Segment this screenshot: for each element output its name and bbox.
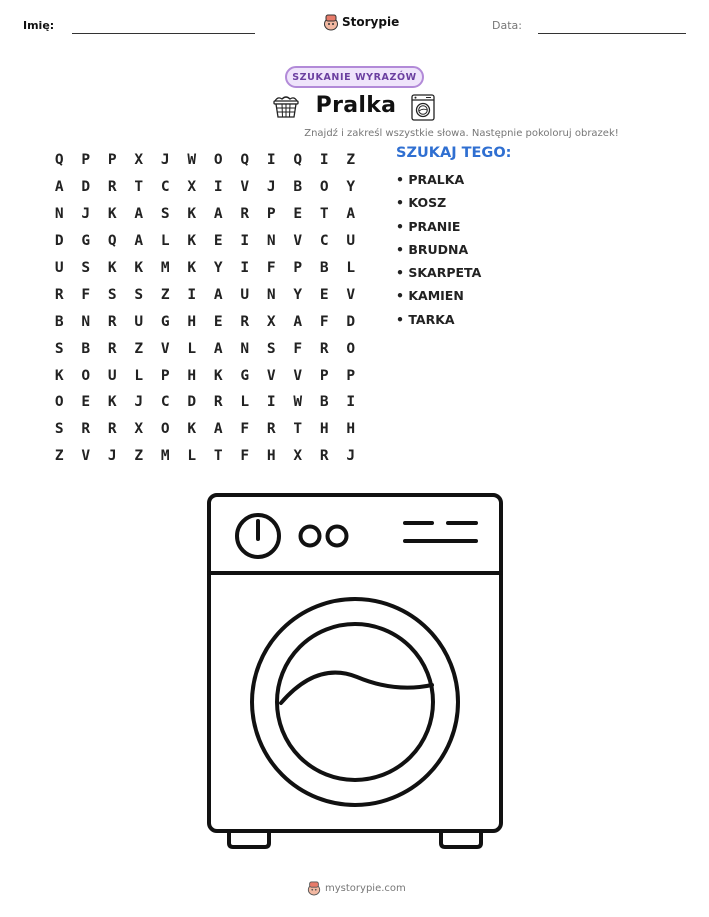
grid-letter: V [293,367,303,384]
grid-letter: P [81,152,91,169]
grid-letter: B [319,260,329,276]
grid-letter: V [160,340,170,357]
grid-row [46,201,364,228]
grid-letter: R [81,421,91,438]
washing-machine-drawing [205,491,505,851]
instructions-text [0,128,709,139]
grid-letter: K [187,233,197,250]
grid-letter: R [107,179,117,196]
grid-letter: J [346,448,356,465]
grid-letter: T [319,206,329,223]
grid-letter: Z [134,340,144,357]
grid-letter: W [293,394,303,411]
grid-letter: X [187,179,197,196]
storypie-mascot-icon [323,13,339,31]
grid-letter: O [346,340,356,357]
grid-row [46,255,364,282]
grid-letter: U [346,233,356,250]
grid-letter: R [107,421,117,438]
grid-letter: X [134,421,144,438]
grid-letter: R [54,286,64,303]
grid-row [46,443,364,470]
grid-letter: B [293,179,303,196]
grid-row [46,147,364,174]
grid-letter: C [160,394,170,411]
grid-letter: T [134,179,144,196]
grid-letter: D [187,394,197,411]
grid-letter: Q [107,233,117,250]
grid-letter: B [319,394,329,411]
grid-letter: S [54,421,64,438]
grid-letter: E [293,206,303,223]
grid-letter: A [54,179,64,196]
grid-letter: S [81,260,91,276]
grid-letter: E [81,394,91,411]
grid-letter: R [107,340,117,357]
grid-letter: U [134,313,144,330]
grid-row [46,416,364,443]
word-list-item: • PRALKA [396,172,465,187]
grid-letter: S [266,340,276,357]
grid-letter: A [134,206,144,223]
grid-letter: A [213,340,223,357]
word-list [396,172,481,335]
grid-letter: H [266,448,276,465]
grid-letter: H [346,421,356,438]
grid-letter: H [319,421,329,438]
grid-letter: U [107,367,117,384]
grid-letter: J [160,152,170,169]
grid-row [46,389,364,416]
grid-letter: A [213,421,223,438]
grid-letter: Y [213,260,223,276]
grid-letter: U [54,260,64,276]
grid-letter: I [240,233,250,250]
grid-letter: R [240,206,250,223]
grid-letter: K [54,367,64,384]
grid-letter: H [187,313,197,330]
grid-letter: Q [293,152,303,169]
grid-letter: A [293,313,303,330]
name-write-line [72,33,255,34]
grid-letter: R [319,448,329,465]
grid-letter: K [187,421,197,438]
grid-letter: L [187,448,197,465]
grid-letter: X [293,448,303,465]
grid-letter: A [213,286,223,303]
grid-letter: O [319,179,329,196]
grid-letter: J [81,206,91,223]
grid-letter: B [54,313,64,330]
word-list-item: • SKARPETA [396,265,482,281]
grid-letter: N [81,313,91,330]
grid-letter: V [346,286,356,303]
grid-letter: R [213,394,223,411]
word-list-item: • KAMIEN [396,288,464,304]
grid-letter: S [160,206,170,223]
grid-letter: K [107,260,117,276]
grid-letter: F [319,313,329,330]
washing-machine-icon [411,94,435,121]
grid-letter: A [134,233,144,250]
grid-letter: I [266,394,276,411]
grid-letter: G [160,313,170,330]
word-list-heading: SZUKAJ TEGO: [396,145,512,161]
grid-letter: G [240,367,250,384]
grid-row [46,228,364,255]
grid-letter: E [319,286,329,303]
grid-letter: N [240,340,250,357]
grid-letter: I [346,394,356,411]
grid-letter: L [240,394,250,411]
grid-letter: K [213,367,223,384]
grid-letter: L [160,233,170,250]
date-write-line [538,33,686,34]
grid-letter: K [187,260,197,276]
grid-letter: K [134,260,144,276]
brand-name: Storypie [342,15,400,29]
grid-letter: F [266,260,276,276]
grid-letter: Z [346,152,356,169]
grid-letter: V [240,179,250,196]
grid-letter: R [107,313,117,330]
grid-letter: D [346,313,356,330]
grid-letter: R [266,421,276,438]
grid-letter: J [266,179,276,196]
grid-letter: S [54,340,64,357]
grid-letter: Z [160,286,170,303]
name-label: Imię: [23,19,55,32]
grid-row [46,174,364,201]
laundry-basket-icon [272,95,300,119]
page-title: Pralka [315,93,397,118]
grid-letter: S [107,286,117,303]
word-list-item: • BRUDNA [396,241,469,257]
grid-letter: T [293,421,303,438]
grid-letter: Y [346,179,356,196]
grid-letter: X [134,152,144,169]
grid-letter: L [187,340,197,357]
grid-letter: E [213,233,223,250]
grid-letter: B [81,340,91,357]
grid-letter: O [54,394,64,411]
grid-letter: V [293,233,303,250]
footer [307,880,406,896]
grid-letter: N [266,286,276,303]
storypie-mascot-icon [307,880,321,896]
grid-letter: M [160,260,170,276]
grid-letter: Q [54,152,64,169]
grid-letter: M [160,448,170,465]
activity-badge: SZUKANIE WYRAZÓW [285,66,424,88]
grid-letter: N [54,206,64,223]
grid-letter: G [81,233,91,250]
word-search-grid [46,147,364,470]
grid-letter: L [346,260,356,276]
grid-letter: J [134,394,144,411]
grid-letter: O [81,367,91,384]
grid-letter: R [240,313,250,330]
grid-letter: H [187,367,197,384]
grid-letter: L [134,367,144,384]
grid-letter: V [266,367,276,384]
grid-letter: C [160,179,170,196]
grid-letter: K [107,394,117,411]
grid-letter: I [319,152,329,169]
grid-letter: F [240,421,250,438]
footer-website: mystorypie.com [325,882,406,894]
grid-letter: W [187,152,197,169]
date-label: Data: [492,19,522,32]
grid-letter: F [240,448,250,465]
grid-letter: P [266,206,276,223]
grid-letter: P [319,367,329,384]
word-list-item: • KOSZ [396,195,447,211]
grid-letter: D [54,233,64,250]
instructions-label: Znajdź i zakreśl wszystkie słowa. Następnie pokoloruj obrazek! [304,128,619,139]
grid-letter: Y [293,286,303,303]
word-list-item: • TARKA [396,311,455,327]
grid-letter: S [134,286,144,303]
grid-letter: F [293,340,303,357]
grid-row [46,335,364,362]
grid-letter: P [107,152,117,169]
grid-row [46,308,364,335]
grid-letter: E [213,313,223,330]
grid-letter: K [187,206,197,223]
grid-letter: K [107,206,117,223]
grid-letter: U [240,286,250,303]
grid-letter: Q [240,152,250,169]
grid-letter: X [266,313,276,330]
grid-letter: A [346,206,356,223]
grid-letter: P [293,260,303,276]
word-list-item: • PRANIE [396,218,461,234]
grid-letter: I [213,179,223,196]
grid-letter: D [81,179,91,196]
grid-letter: C [319,233,329,250]
grid-letter: Z [134,448,144,465]
grid-letter: J [107,448,117,465]
brand-logo [323,12,399,32]
grid-letter: A [213,206,223,223]
grid-letter: Z [54,448,64,465]
grid-letter: O [160,421,170,438]
grid-letter: P [160,367,170,384]
grid-letter: O [213,152,223,169]
grid-row [46,281,364,308]
grid-letter: I [240,260,250,276]
grid-letter: P [346,367,356,384]
grid-letter: R [319,340,329,357]
grid-row [46,362,364,389]
grid-letter: I [266,152,276,169]
grid-letter: F [81,286,91,303]
grid-letter: T [213,448,223,465]
grid-letter: N [266,233,276,250]
grid-letter: I [187,286,197,303]
grid-letter: V [81,448,91,465]
